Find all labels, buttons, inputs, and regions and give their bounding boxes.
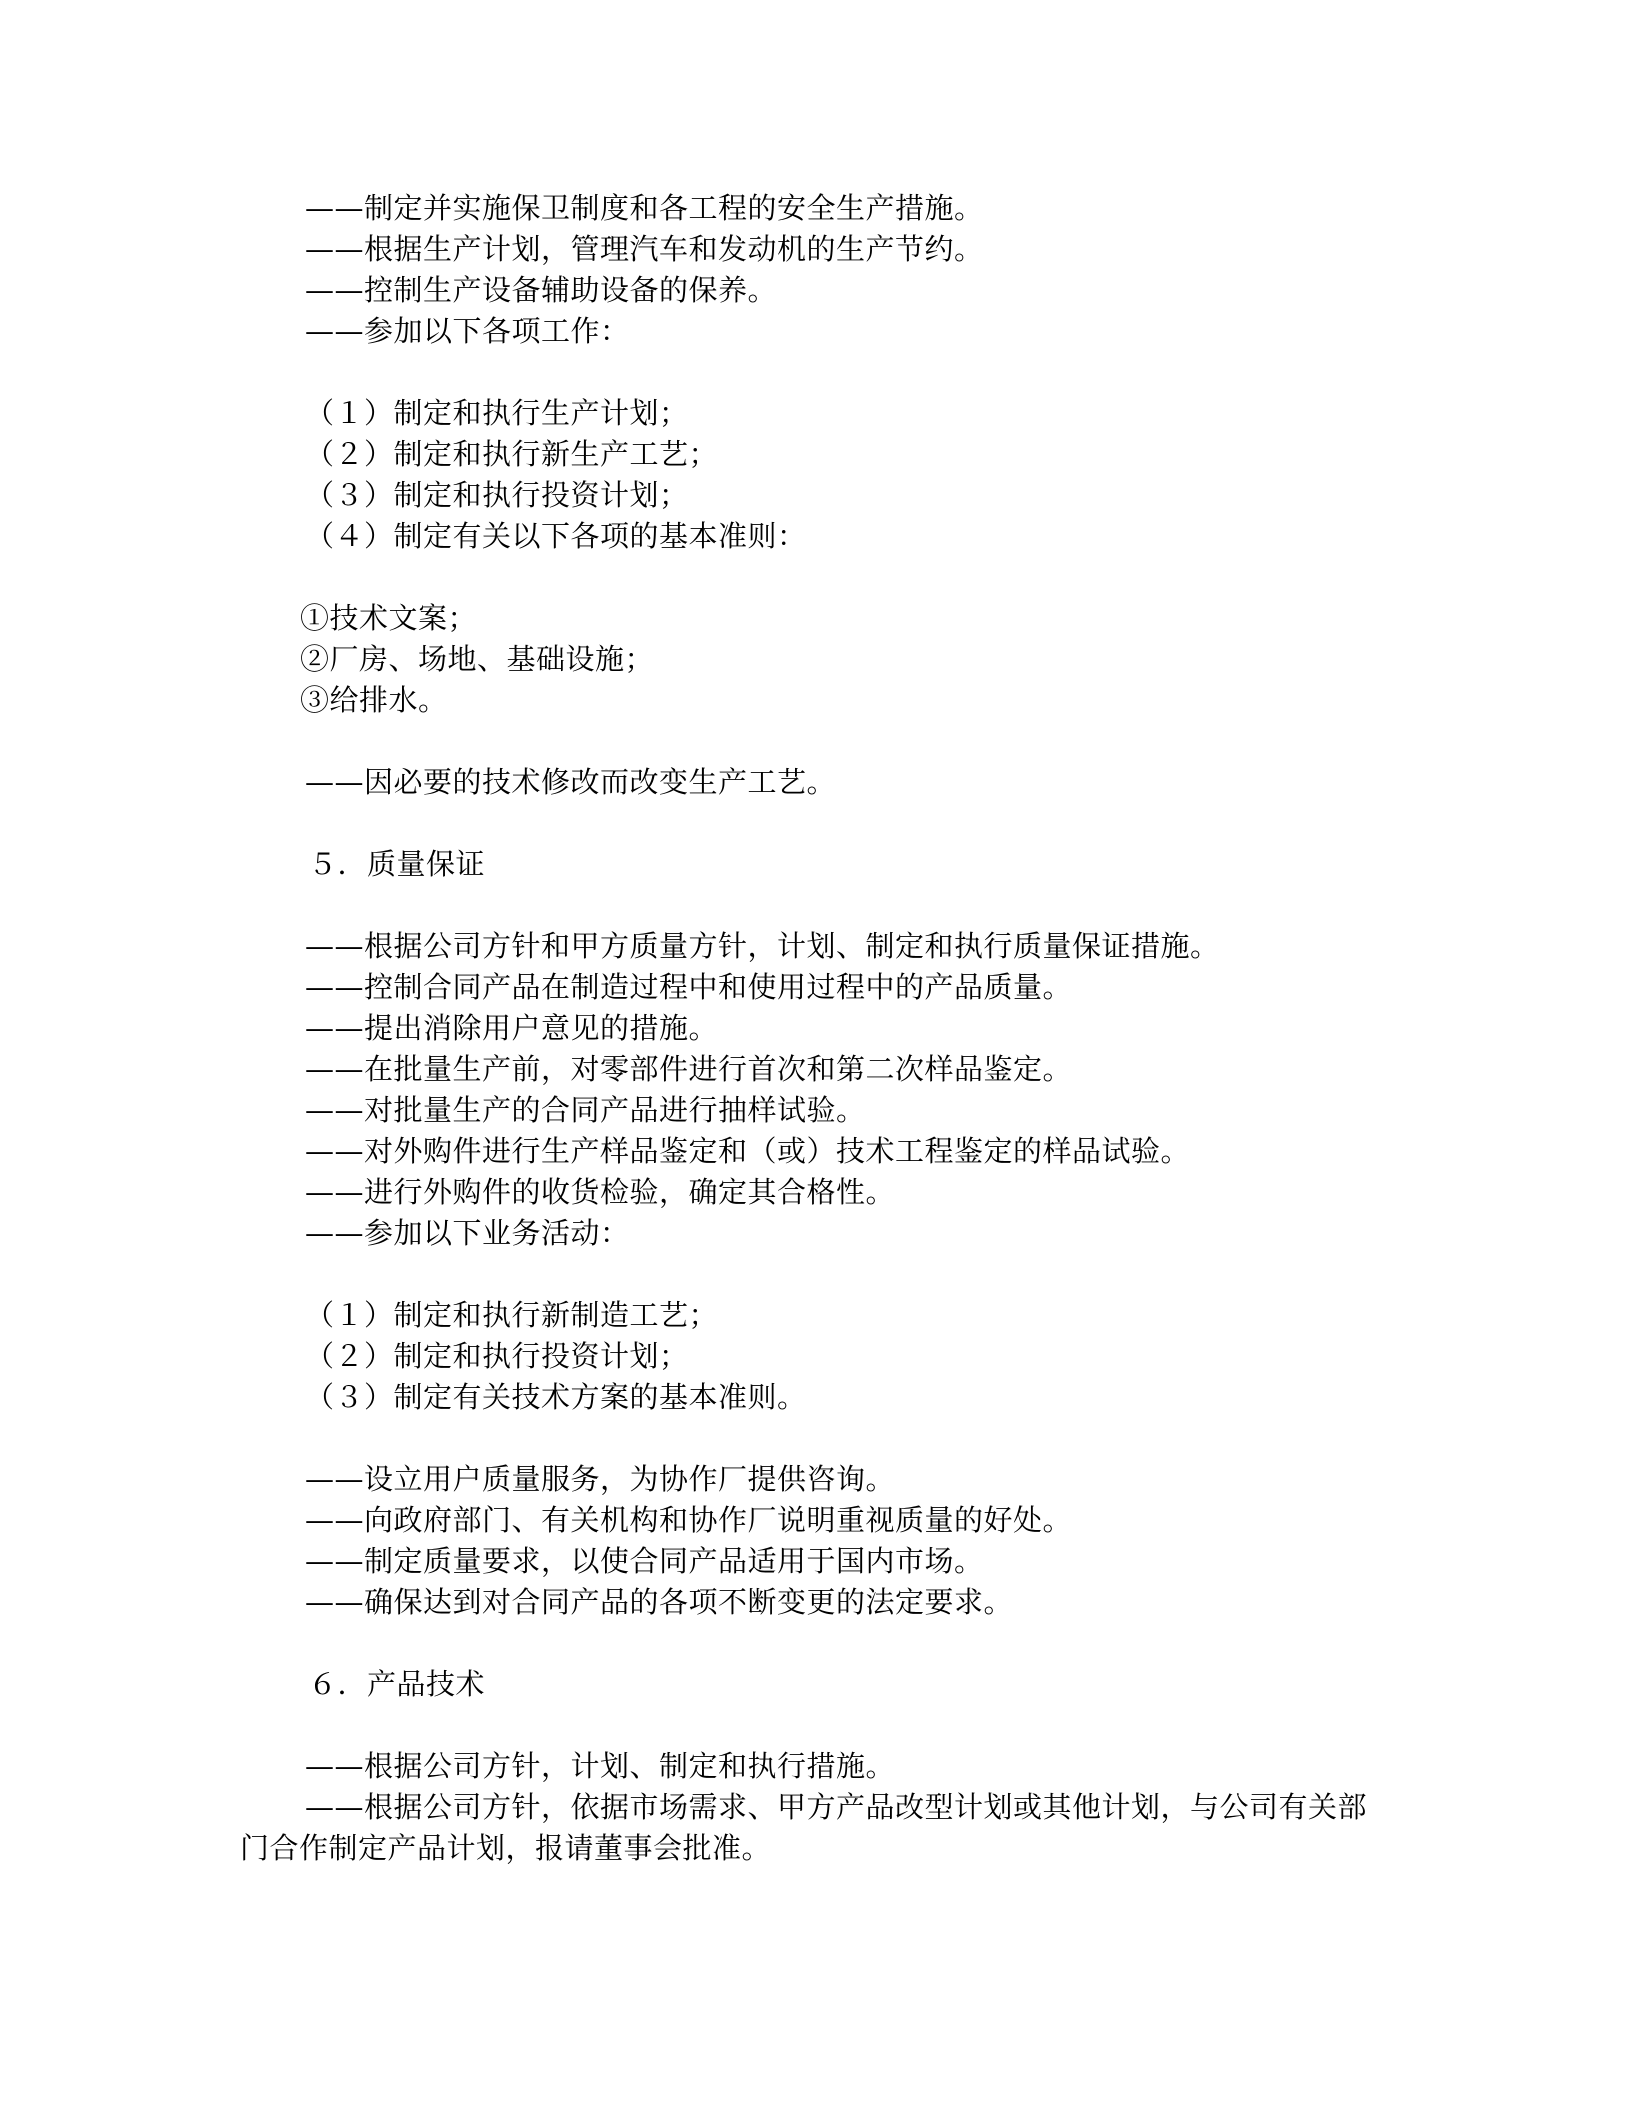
- duty-item: ——控制生产设备辅助设备的保养。: [305, 273, 778, 307]
- duty-item: ——对批量生产的合同产品进行抽样试验。: [305, 1093, 866, 1127]
- circled-item: ②厂房、场地、基础设施；: [300, 642, 655, 676]
- duty-item: ——根据生产计划，管理汽车和发动机的生产节约。: [305, 232, 984, 266]
- duty-item: ——进行外购件的收货检验，确定其合格性。: [305, 1175, 896, 1209]
- duty-item: ——参加以下业务活动：: [305, 1216, 630, 1250]
- numbered-item: （３）制定有关技术方案的基本准则。: [305, 1380, 807, 1414]
- duty-item: ——在批量生产前，对零部件进行首次和第二次样品鉴定。: [305, 1052, 1073, 1086]
- circled-item: ①技术文案；: [300, 601, 478, 635]
- duty-item: ——根据公司方针和甲方质量方针，计划、制定和执行质量保证措施。: [305, 929, 1220, 963]
- section-heading: ５．质量保证: [308, 847, 486, 881]
- numbered-item: （１）制定和执行生产计划；: [305, 396, 689, 430]
- duty-item: ——制定质量要求，以使合同产品适用于国内市场。: [305, 1544, 984, 1578]
- numbered-item: （２）制定和执行新生产工艺；: [305, 437, 719, 471]
- numbered-item: （３）制定和执行投资计划；: [305, 478, 689, 512]
- section-heading: ６．产品技术: [308, 1667, 486, 1701]
- duty-item: ——提出消除用户意见的措施。: [305, 1011, 719, 1045]
- duty-item: ——根据公司方针，计划、制定和执行措施。: [305, 1749, 896, 1783]
- duty-item: ——确保达到对合同产品的各项不断变更的法定要求。: [305, 1585, 1014, 1619]
- duty-item: ——控制合同产品在制造过程中和使用过程中的产品质量。: [305, 970, 1073, 1004]
- duty-item: ——向政府部门、有关机构和协作厂说明重视质量的好处。: [305, 1503, 1073, 1537]
- duty-item: ——设立用户质量服务，为协作厂提供咨询。: [305, 1462, 896, 1496]
- numbered-item: （１）制定和执行新制造工艺；: [305, 1298, 719, 1332]
- numbered-item: （４）制定有关以下各项的基本准则：: [305, 519, 807, 553]
- circled-item: ③给排水。: [300, 683, 448, 717]
- duty-item: ——参加以下各项工作：: [305, 314, 630, 348]
- duty-item: ——制定并实施保卫制度和各工程的安全生产措施。: [305, 191, 984, 225]
- paragraph: ——根据公司方针，依据市场需求、甲方产品改型计划或其他计划，与公司有关部门合作制定产品计划，报请董事会批准。: [240, 1790, 1368, 1865]
- duty-item: ——对外购件进行生产样品鉴定和（或）技术工程鉴定的样品试验。: [305, 1134, 1191, 1168]
- duty-item: ——因必要的技术修改而改变生产工艺。: [305, 765, 837, 799]
- numbered-item: （２）制定和执行投资计划；: [305, 1339, 689, 1373]
